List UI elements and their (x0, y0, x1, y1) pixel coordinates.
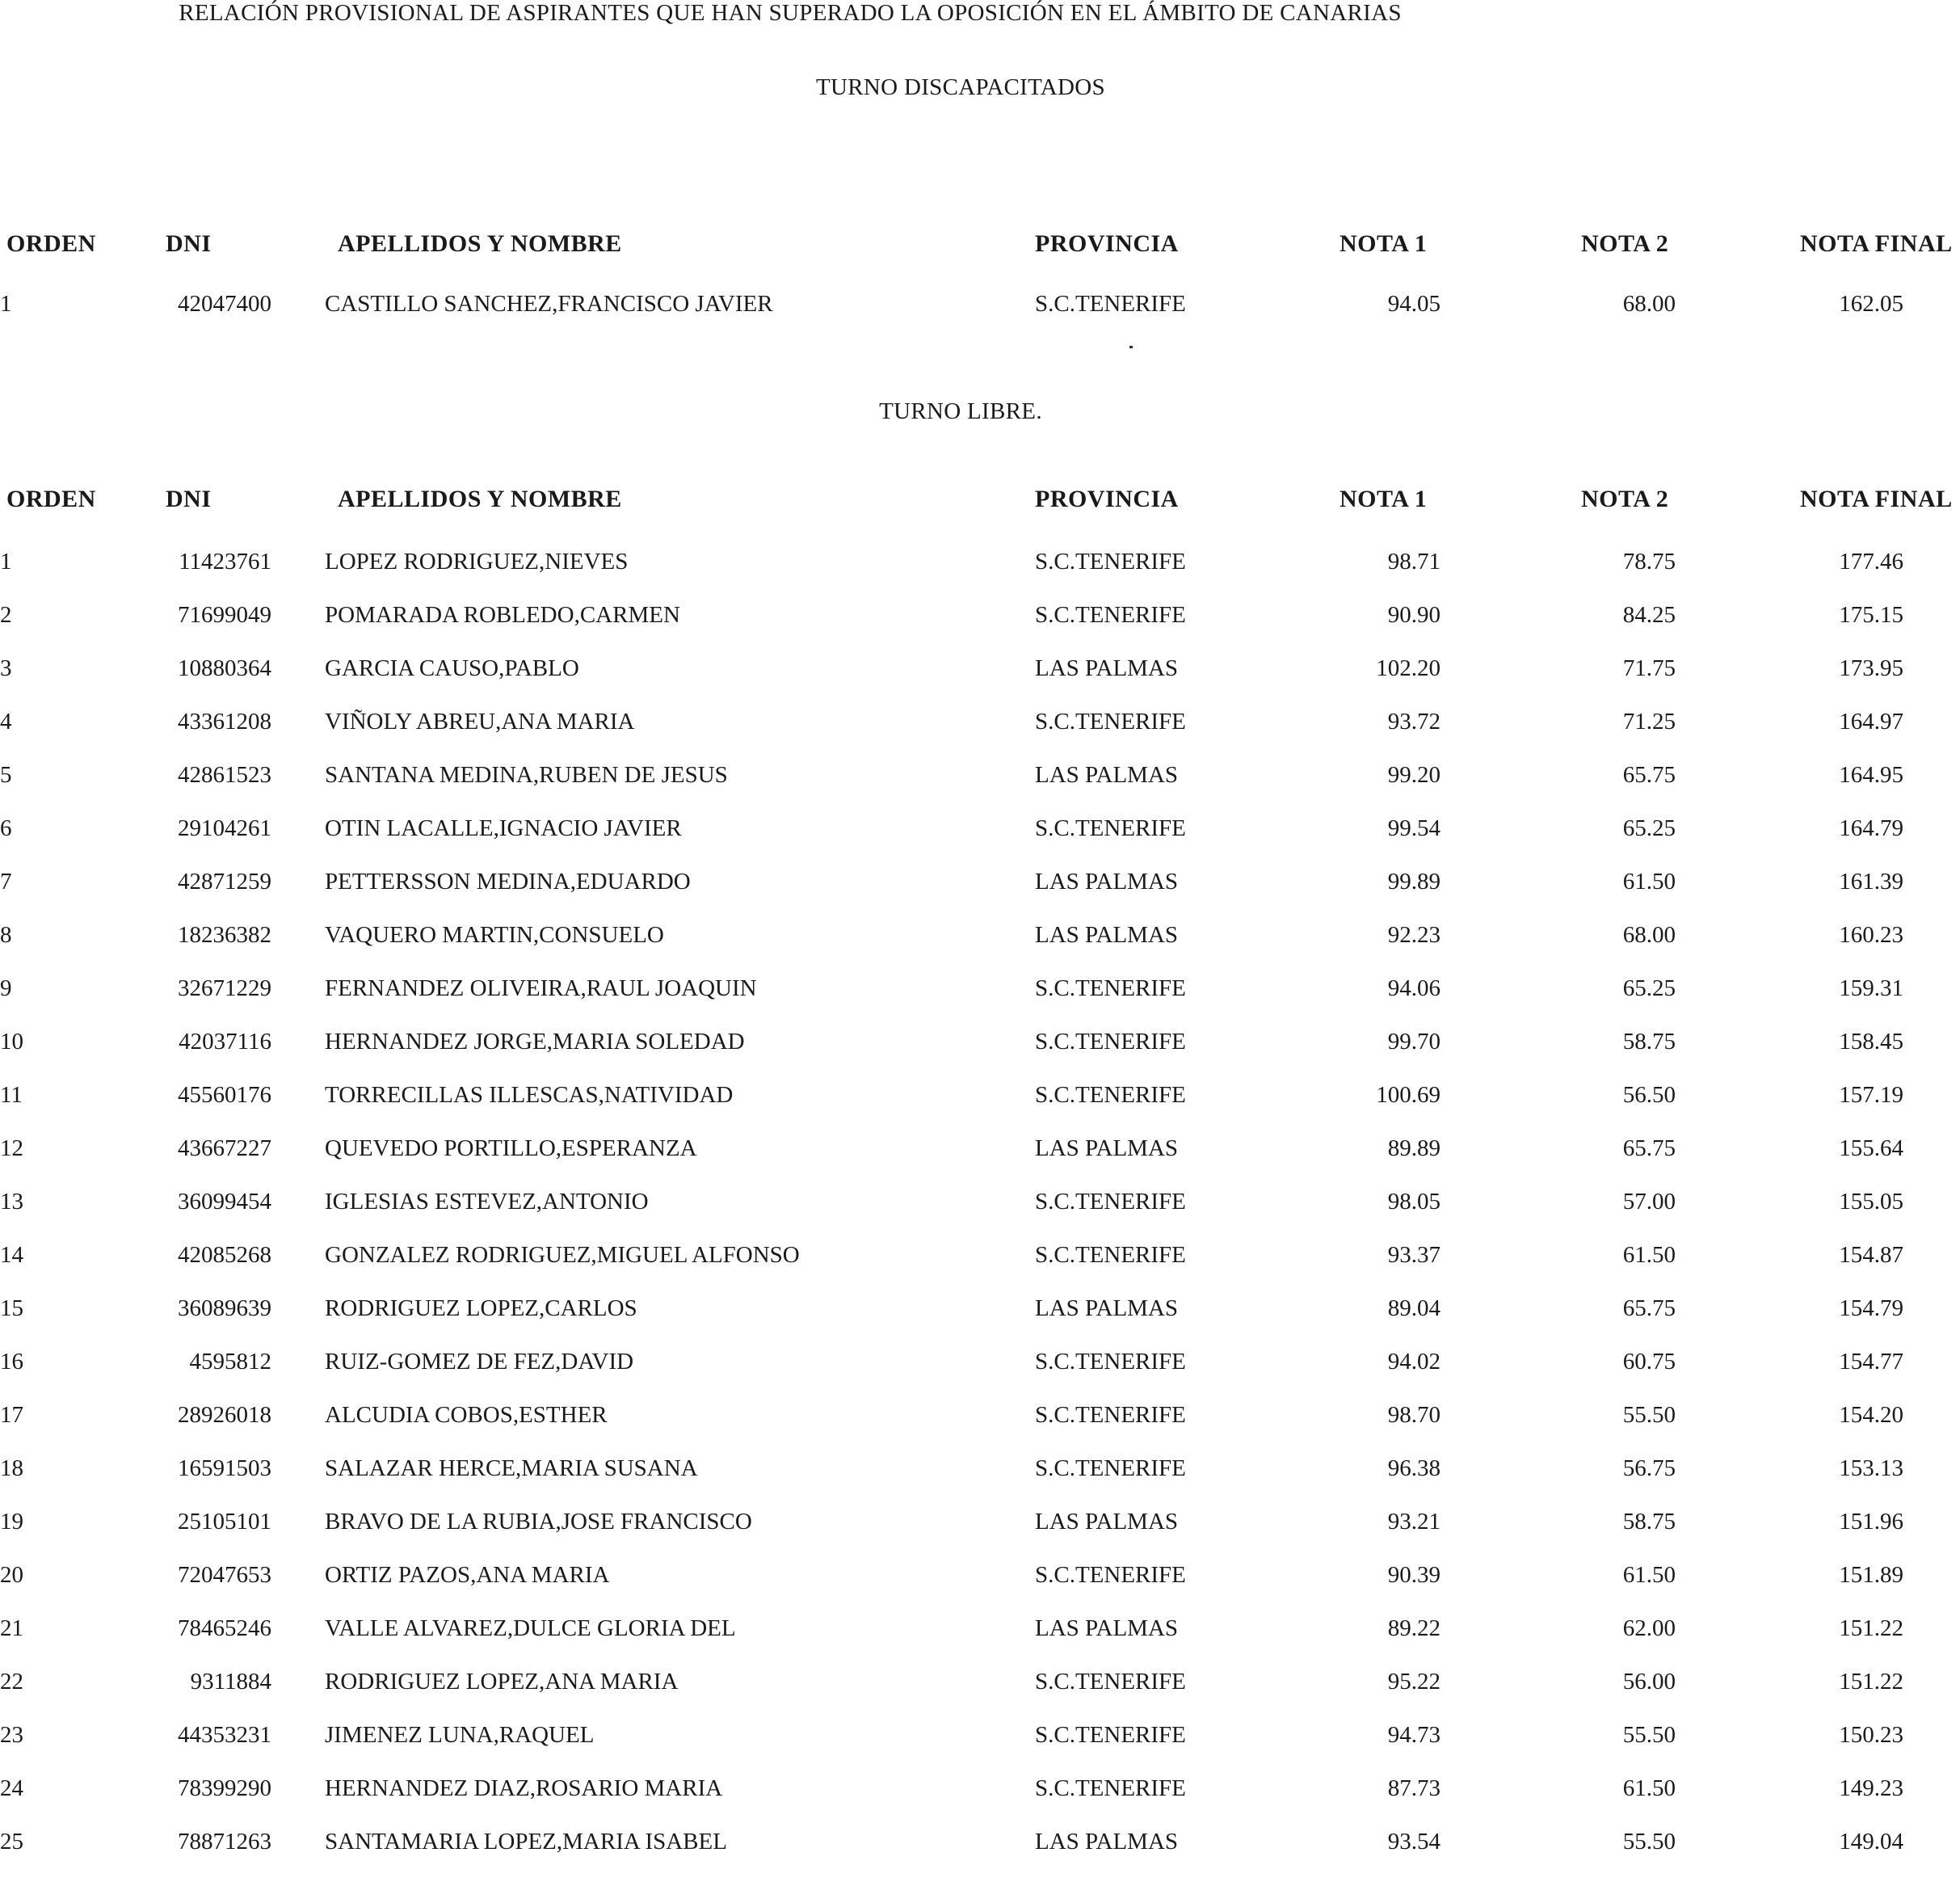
cell-nota-final: 157.19 (1839, 1082, 1903, 1108)
cell-nombre: PETTERSSON MEDINA,EDUARDO (325, 869, 691, 895)
table-row (0, 1402, 1960, 1455)
cell-orden: 19 (0, 1509, 23, 1535)
cell-nota2: 65.25 (1622, 815, 1676, 841)
cell-nota2: 65.75 (1622, 762, 1676, 788)
cell-provincia: S.C.TENERIFE (1035, 1775, 1186, 1801)
cell-dni: 9311884 (190, 1669, 271, 1695)
cell-nombre: HERNANDEZ JORGE,MARIA SOLEDAD (325, 1029, 745, 1055)
cell-nombre: FERNANDEZ OLIVEIRA,RAUL JOAQUIN (325, 975, 757, 1001)
cell-dni: 71699049 (178, 602, 271, 628)
table-header-row (0, 486, 1960, 549)
cell-nota1: 98.70 (1387, 1402, 1441, 1428)
cell-nombre: QUEVEDO PORTILLO,ESPERANZA (325, 1135, 697, 1161)
cell-nota-final: 151.96 (1839, 1509, 1903, 1535)
cell-provincia: S.C.TENERIFE (1035, 1402, 1186, 1428)
cell-nombre: SANTAMARIA LOPEZ,MARIA ISABEL (325, 1829, 727, 1855)
table-row (0, 1829, 1960, 1882)
cell-nota-final: 153.13 (1839, 1455, 1903, 1481)
cell-nota1: 90.90 (1387, 602, 1441, 628)
cell-provincia: S.C.TENERIFE (1035, 1562, 1186, 1588)
cell-nota2: 65.75 (1622, 1295, 1676, 1321)
cell-nombre: GARCIA CAUSO,PABLO (325, 655, 579, 681)
cell-nota2: 71.75 (1622, 655, 1676, 681)
stray-mark (1129, 346, 1133, 348)
cell-provincia: S.C.TENERIFE (1035, 1722, 1186, 1748)
table-row (0, 1562, 1960, 1615)
table-row (0, 815, 1960, 869)
cell-nota-final: 175.15 (1839, 602, 1903, 628)
cell-nota1: 87.73 (1387, 1775, 1441, 1801)
column-header-nota2: NOTA 2 (1581, 486, 1669, 512)
cell-provincia: LAS PALMAS (1035, 1829, 1179, 1855)
cell-nota-final: 151.89 (1839, 1562, 1903, 1588)
cell-provincia: S.C.TENERIFE (1035, 975, 1186, 1001)
cell-nota-final: 164.95 (1839, 762, 1903, 788)
cell-nombre: LOPEZ RODRIGUEZ,NIEVES (325, 549, 629, 575)
cell-provincia: S.C.TENERIFE (1035, 549, 1186, 575)
cell-nota1: 93.72 (1387, 709, 1441, 735)
table-row (0, 1242, 1960, 1295)
cell-dni: 28926018 (178, 1402, 271, 1428)
cell-dni: 42871259 (178, 869, 271, 895)
cell-provincia: S.C.TENERIFE (1035, 1082, 1186, 1108)
cell-nota-final: 159.31 (1839, 975, 1903, 1001)
cell-nombre: RODRIGUEZ LOPEZ,ANA MARIA (325, 1669, 679, 1695)
cell-nombre: JIMENEZ LUNA,RAQUEL (325, 1722, 595, 1748)
section-title-libre: TURNO LIBRE. (879, 398, 1042, 424)
page-title: RELACIÓN PROVISIONAL DE ASPIRANTES QUE HAN SUPERADO LA OPOSICIÓN EN EL ÁMBITO DE CANARIAS (179, 0, 1402, 26)
table-row (0, 1509, 1960, 1562)
cell-nota1: 89.22 (1387, 1615, 1441, 1641)
table-row (0, 1455, 1960, 1509)
cell-nota-final: 151.22 (1839, 1669, 1903, 1695)
cell-nota1: 94.06 (1387, 975, 1441, 1001)
table-row (0, 762, 1960, 815)
table-header-row (0, 230, 1960, 291)
table-row (0, 655, 1960, 709)
column-header-nota-final: NOTA FINAL (1800, 230, 1953, 257)
table-row (0, 1295, 1960, 1349)
cell-nombre: OTIN LACALLE,IGNACIO JAVIER (325, 815, 682, 841)
column-header-nota2: NOTA 2 (1581, 230, 1669, 257)
table-libre (0, 486, 1960, 1882)
cell-orden: 22 (0, 1669, 23, 1695)
cell-nota1: 93.21 (1387, 1509, 1441, 1535)
cell-nota1: 96.38 (1387, 1455, 1441, 1481)
cell-nombre: ORTIZ PAZOS,ANA MARIA (325, 1562, 610, 1588)
cell-nombre: HERNANDEZ DIAZ,ROSARIO MARIA (325, 1775, 723, 1801)
cell-orden: 11 (0, 1082, 23, 1108)
cell-dni: 42861523 (178, 762, 271, 788)
cell-nota1: 99.89 (1387, 869, 1441, 895)
column-header-nombre: APELLIDOS Y NOMBRE (338, 486, 622, 512)
cell-nota2: 61.50 (1622, 1775, 1676, 1801)
section-title-discapacitados: TURNO DISCAPACITADOS (816, 74, 1105, 100)
cell-dni: 43361208 (178, 709, 271, 735)
table-row (0, 1082, 1960, 1135)
cell-nota2: 65.75 (1622, 1135, 1676, 1161)
cell-nota2: 58.75 (1622, 1029, 1676, 1055)
cell-dni: 4595812 (189, 1349, 271, 1375)
cell-nota1: 93.54 (1387, 1829, 1441, 1855)
cell-dni: 10880364 (178, 655, 271, 681)
cell-orden: 15 (0, 1295, 23, 1321)
cell-nota2: 78.75 (1622, 549, 1676, 575)
cell-provincia: S.C.TENERIFE (1035, 291, 1186, 317)
cell-dni: 44353231 (178, 1722, 271, 1748)
cell-nota2: 65.25 (1622, 975, 1676, 1001)
cell-nota1: 99.54 (1387, 815, 1441, 841)
cell-nota1: 99.70 (1387, 1029, 1441, 1055)
cell-orden: 1 (0, 549, 12, 575)
cell-nota-final: 164.79 (1839, 815, 1903, 841)
cell-nota-final: 164.97 (1839, 709, 1903, 735)
cell-nota-final: 149.04 (1839, 1829, 1903, 1855)
cell-nota1: 90.39 (1387, 1562, 1441, 1588)
table-row (0, 1135, 1960, 1189)
cell-nota-final: 154.79 (1839, 1295, 1903, 1321)
table-row (0, 975, 1960, 1029)
column-header-orden: ORDEN (6, 486, 96, 512)
cell-dni: 78871263 (178, 1829, 271, 1855)
cell-nota-final: 160.23 (1839, 922, 1903, 948)
cell-orden: 16 (0, 1349, 23, 1375)
column-header-nombre: APELLIDOS Y NOMBRE (338, 230, 622, 257)
cell-provincia: S.C.TENERIFE (1035, 602, 1186, 628)
cell-provincia: S.C.TENERIFE (1035, 815, 1186, 841)
cell-nombre: TORRECILLAS ILLESCAS,NATIVIDAD (325, 1082, 734, 1108)
cell-nota-final: 162.05 (1839, 291, 1903, 317)
cell-provincia: LAS PALMAS (1035, 1295, 1179, 1321)
cell-provincia: LAS PALMAS (1035, 869, 1179, 895)
cell-nombre: VALLE ALVAREZ,DULCE GLORIA DEL (325, 1615, 736, 1641)
cell-nombre: BRAVO DE LA RUBIA,JOSE FRANCISCO (325, 1509, 752, 1535)
cell-nota2: 68.00 (1622, 291, 1676, 317)
table-row (0, 709, 1960, 762)
cell-nota2: 61.50 (1622, 869, 1676, 895)
cell-orden: 1 (0, 291, 12, 317)
cell-nota2: 55.50 (1622, 1402, 1676, 1428)
cell-dni: 18236382 (178, 922, 271, 948)
cell-orden: 17 (0, 1402, 23, 1428)
cell-provincia: S.C.TENERIFE (1035, 1669, 1186, 1695)
cell-nota-final: 151.22 (1839, 1615, 1903, 1641)
cell-orden: 3 (0, 655, 12, 681)
cell-nota-final: 154.20 (1839, 1402, 1903, 1428)
cell-nota2: 61.50 (1622, 1562, 1676, 1588)
cell-nombre: ALCUDIA COBOS,ESTHER (325, 1402, 608, 1428)
cell-nota2: 56.50 (1622, 1082, 1676, 1108)
cell-dni: 78465246 (178, 1615, 271, 1641)
table-row (0, 291, 1960, 344)
table-row (0, 602, 1960, 655)
cell-orden: 9 (0, 975, 12, 1001)
cell-provincia: LAS PALMAS (1035, 1135, 1179, 1161)
cell-nombre: GONZALEZ RODRIGUEZ,MIGUEL ALFONSO (325, 1242, 800, 1268)
cell-nota2: 68.00 (1622, 922, 1676, 948)
cell-provincia: LAS PALMAS (1035, 922, 1179, 948)
cell-nota-final: 149.23 (1839, 1775, 1903, 1801)
cell-orden: 4 (0, 709, 12, 735)
cell-nota2: 61.50 (1622, 1242, 1676, 1268)
cell-orden: 14 (0, 1242, 23, 1268)
cell-nota-final: 177.46 (1839, 549, 1903, 575)
cell-provincia: S.C.TENERIFE (1035, 1189, 1186, 1215)
cell-nota2: 56.00 (1622, 1669, 1676, 1695)
cell-nota-final: 154.77 (1839, 1349, 1903, 1375)
table-row (0, 1775, 1960, 1829)
cell-nota-final: 158.45 (1839, 1029, 1903, 1055)
table-row (0, 1615, 1960, 1669)
cell-nota2: 71.25 (1622, 709, 1676, 735)
table-row (0, 1669, 1960, 1722)
cell-dni: 78399290 (178, 1775, 271, 1801)
column-header-dni: DNI (166, 230, 212, 257)
table-row (0, 869, 1960, 922)
table-row (0, 1349, 1960, 1402)
cell-nota2: 56.75 (1622, 1455, 1676, 1481)
cell-orden: 8 (0, 922, 12, 948)
cell-dni: 16591503 (178, 1455, 271, 1481)
cell-orden: 12 (0, 1135, 23, 1161)
cell-dni: 25105101 (178, 1509, 271, 1535)
table-body (0, 291, 1960, 344)
column-header-nota1: NOTA 1 (1340, 230, 1428, 257)
cell-nota-final: 150.23 (1839, 1722, 1903, 1748)
cell-nota2: 55.50 (1622, 1829, 1676, 1855)
cell-orden: 5 (0, 762, 12, 788)
cell-nombre: SANTANA MEDINA,RUBEN DE JESUS (325, 762, 728, 788)
cell-dni: 42047400 (178, 291, 271, 317)
cell-orden: 20 (0, 1562, 23, 1588)
column-header-orden: ORDEN (6, 230, 96, 257)
cell-provincia: S.C.TENERIFE (1035, 1349, 1186, 1375)
cell-provincia: S.C.TENERIFE (1035, 709, 1186, 735)
cell-nombre: VIÑOLY ABREU,ANA MARIA (325, 709, 635, 735)
cell-orden: 13 (0, 1189, 23, 1215)
cell-provincia: S.C.TENERIFE (1035, 1242, 1186, 1268)
cell-nota1: 99.20 (1387, 762, 1441, 788)
cell-nota1: 98.05 (1387, 1189, 1441, 1215)
cell-nota1: 94.02 (1387, 1349, 1441, 1375)
cell-nota-final: 154.87 (1839, 1242, 1903, 1268)
table-row (0, 922, 1960, 975)
cell-nota1: 94.05 (1387, 291, 1441, 317)
cell-nota1: 94.73 (1387, 1722, 1441, 1748)
column-header-nota-final: NOTA FINAL (1800, 486, 1953, 512)
cell-orden: 21 (0, 1615, 23, 1641)
cell-orden: 24 (0, 1775, 23, 1801)
cell-nombre: CASTILLO SANCHEZ,FRANCISCO JAVIER (325, 291, 773, 317)
cell-nota-final: 161.39 (1839, 869, 1903, 895)
table-row (0, 1189, 1960, 1242)
cell-orden: 18 (0, 1455, 23, 1481)
cell-dni: 36089639 (178, 1295, 271, 1321)
cell-nombre: POMARADA ROBLEDO,CARMEN (325, 602, 680, 628)
table-body (0, 549, 1960, 1882)
column-header-provincia: PROVINCIA (1035, 230, 1179, 257)
cell-dni: 45560176 (178, 1082, 271, 1108)
table-row (0, 1029, 1960, 1082)
column-header-provincia: PROVINCIA (1035, 486, 1179, 512)
cell-dni: 72047653 (178, 1562, 271, 1588)
cell-nota1: 92.23 (1387, 922, 1441, 948)
cell-nombre: RODRIGUEZ LOPEZ,CARLOS (325, 1295, 637, 1321)
cell-dni: 42085268 (178, 1242, 271, 1268)
cell-nota1: 89.89 (1387, 1135, 1441, 1161)
cell-dni: 29104261 (178, 815, 271, 841)
cell-provincia: S.C.TENERIFE (1035, 1455, 1186, 1481)
cell-nota1: 100.69 (1376, 1082, 1441, 1108)
cell-nota1: 95.22 (1387, 1669, 1441, 1695)
cell-nota2: 62.00 (1622, 1615, 1676, 1641)
cell-nota2: 84.25 (1622, 602, 1676, 628)
cell-orden: 25 (0, 1829, 23, 1855)
cell-orden: 10 (0, 1029, 23, 1055)
cell-orden: 6 (0, 815, 12, 841)
cell-provincia: LAS PALMAS (1035, 1615, 1179, 1641)
cell-nota2: 60.75 (1622, 1349, 1676, 1375)
cell-nombre: SALAZAR HERCE,MARIA SUSANA (325, 1455, 698, 1481)
cell-provincia: S.C.TENERIFE (1035, 1029, 1186, 1055)
cell-nota1: 93.37 (1387, 1242, 1441, 1268)
cell-dni: 36099454 (178, 1189, 271, 1215)
cell-provincia: LAS PALMAS (1035, 1509, 1179, 1535)
cell-nota1: 102.20 (1376, 655, 1441, 681)
cell-nombre: RUIZ-GOMEZ DE FEZ,DAVID (325, 1349, 634, 1375)
cell-nombre: VAQUERO MARTIN,CONSUELO (325, 922, 664, 948)
cell-dni: 11423761 (179, 549, 271, 575)
cell-nota2: 57.00 (1622, 1189, 1676, 1215)
cell-nota-final: 155.64 (1839, 1135, 1903, 1161)
cell-provincia: LAS PALMAS (1035, 762, 1179, 788)
column-header-nota1: NOTA 1 (1340, 486, 1428, 512)
cell-nota1: 98.71 (1387, 549, 1441, 575)
cell-orden: 2 (0, 602, 12, 628)
table-discapacitados (0, 230, 1960, 344)
cell-orden: 7 (0, 869, 12, 895)
cell-nota2: 55.50 (1622, 1722, 1676, 1748)
cell-dni: 32671229 (178, 975, 271, 1001)
table-row (0, 549, 1960, 602)
cell-nota-final: 173.95 (1839, 655, 1903, 681)
cell-nota2: 58.75 (1622, 1509, 1676, 1535)
table-row (0, 1722, 1960, 1775)
cell-provincia: LAS PALMAS (1035, 655, 1179, 681)
cell-orden: 23 (0, 1722, 23, 1748)
cell-dni: 43667227 (178, 1135, 271, 1161)
cell-nota-final: 155.05 (1839, 1189, 1903, 1215)
cell-nota1: 89.04 (1387, 1295, 1441, 1321)
cell-dni: 42037116 (179, 1029, 271, 1055)
cell-nombre: IGLESIAS ESTEVEZ,ANTONIO (325, 1189, 649, 1215)
column-header-dni: DNI (166, 486, 212, 512)
